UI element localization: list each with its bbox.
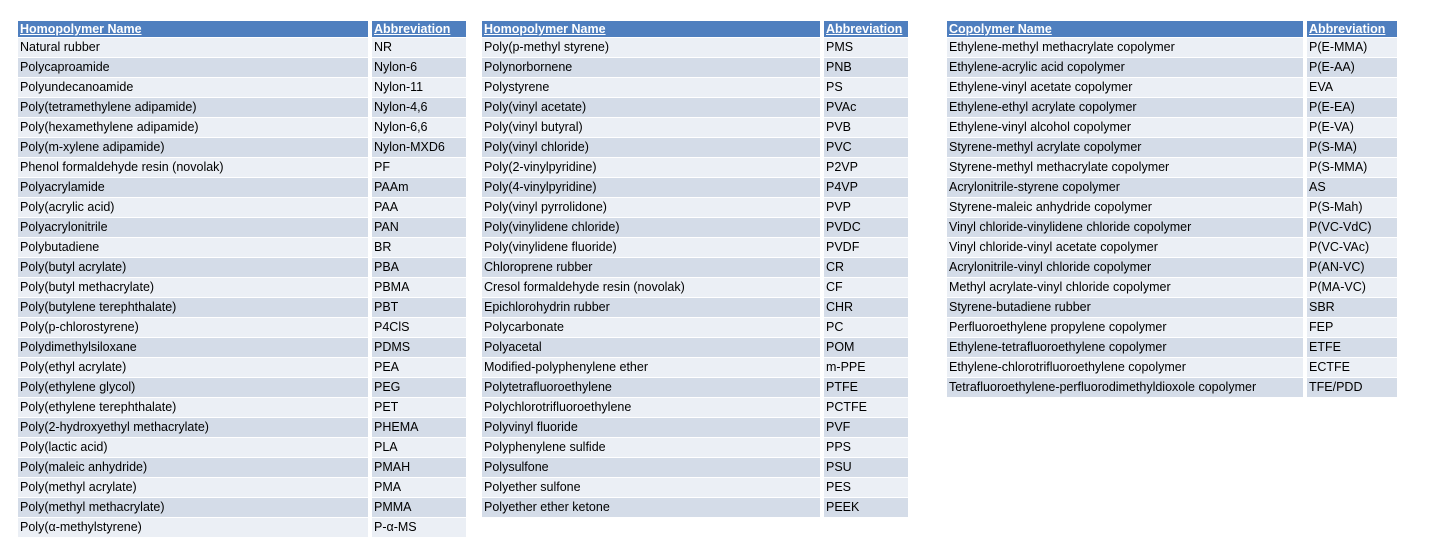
abbreviation-cell: P4ClS	[370, 318, 466, 338]
polymer-name-cell: Poly(α-methylstyrene)	[18, 518, 370, 537]
polymer-name-cell: Polystyrene	[482, 78, 822, 98]
abbreviation-cell: ECTFE	[1305, 358, 1397, 378]
table-row	[18, 438, 466, 458]
abbreviation-cell: PSU	[822, 458, 908, 478]
polymer-name-cell: Poly(p-methyl styrene)	[482, 38, 822, 58]
polymer-name-cell: Polyacetal	[482, 338, 822, 358]
polymer-name-cell: Styrene-methyl methacrylate copolymer	[947, 158, 1305, 178]
table-row	[18, 278, 466, 298]
table-row	[947, 78, 1397, 98]
polymer-name-cell: Styrene-butadiene rubber	[947, 298, 1305, 318]
abbreviation-cell: Nylon-11	[370, 78, 466, 98]
polymer-name-cell: Poly(vinylidene chloride)	[482, 218, 822, 238]
abbreviation-cell: CHR	[822, 298, 908, 318]
table-row	[947, 138, 1397, 158]
homopolymer-table-1	[18, 20, 466, 537]
table-row	[18, 58, 466, 78]
polymer-name-cell: Ethylene-acrylic acid copolymer	[947, 58, 1305, 78]
polymer-name-cell: Ethylene-vinyl acetate copolymer	[947, 78, 1305, 98]
table-row	[482, 498, 908, 518]
table-row	[482, 138, 908, 158]
table-row	[482, 198, 908, 218]
table-row	[947, 378, 1397, 398]
polymer-name-cell: Polysulfone	[482, 458, 822, 478]
column-header-name: Copolymer Name	[947, 21, 1305, 38]
abbreviation-cell: PBA	[370, 258, 466, 278]
table-row	[947, 98, 1397, 118]
polymer-name-cell: Vinyl chloride-vinylidene chloride copolymer	[947, 218, 1305, 238]
table-row	[947, 338, 1397, 358]
table-row	[947, 198, 1397, 218]
abbreviation-cell: ETFE	[1305, 338, 1397, 358]
table-row	[482, 218, 908, 238]
polymer-name-cell: Styrene-methyl acrylate copolymer	[947, 138, 1305, 158]
table-row	[947, 318, 1397, 338]
table-row	[18, 138, 466, 158]
table-row	[18, 218, 466, 238]
polymer-name-cell: Poly(butyl acrylate)	[18, 258, 370, 278]
polymer-name-cell: Polycaproamide	[18, 58, 370, 78]
abbreviation-cell: PVF	[822, 418, 908, 438]
polymer-name-cell: Poly(4-vinylpyridine)	[482, 178, 822, 198]
polymer-name-cell: Perfluoroethylene propylene copolymer	[947, 318, 1305, 338]
abbreviation-cell: Nylon-6,6	[370, 118, 466, 138]
polymer-name-cell: Ethylene-ethyl acrylate copolymer	[947, 98, 1305, 118]
abbreviation-cell: EVA	[1305, 78, 1397, 98]
table-row	[947, 278, 1397, 298]
polymer-name-cell: Poly(ethylene glycol)	[18, 378, 370, 398]
table-row	[18, 158, 466, 178]
table-row	[482, 118, 908, 138]
abbreviation-cell: PMA	[370, 478, 466, 498]
polymer-name-cell: Poly(vinyl acetate)	[482, 98, 822, 118]
abbreviation-cell: PVDC	[822, 218, 908, 238]
abbreviation-cell: PAN	[370, 218, 466, 238]
table-row	[18, 378, 466, 398]
polymer-name-cell: Poly(tetramethylene adipamide)	[18, 98, 370, 118]
abbreviation-cell: P(MA-VC)	[1305, 278, 1397, 298]
polymer-name-cell: Poly(m-xylene adipamide)	[18, 138, 370, 158]
polymer-name-cell: Epichlorohydrin rubber	[482, 298, 822, 318]
copolymer-table	[947, 20, 1397, 397]
table-row	[18, 38, 466, 58]
table-row	[482, 358, 908, 378]
table-row	[482, 38, 908, 58]
polymer-name-cell: Polynorbornene	[482, 58, 822, 78]
abbreviation-cell: P(E-AA)	[1305, 58, 1397, 78]
polymer-name-cell: Poly(acrylic acid)	[18, 198, 370, 218]
abbreviation-cell: PVB	[822, 118, 908, 138]
abbreviation-cell: AS	[1305, 178, 1397, 198]
abbreviation-cell: PEA	[370, 358, 466, 378]
abbreviation-cell: P(E-VA)	[1305, 118, 1397, 138]
polymer-name-cell: Ethylene-methyl methacrylate copolymer	[947, 38, 1305, 58]
polymer-name-cell: Polyacrylamide	[18, 178, 370, 198]
table-row	[18, 338, 466, 358]
abbreviation-cell: P(VC-VdC)	[1305, 218, 1397, 238]
abbreviation-cell: POM	[822, 338, 908, 358]
table-row	[482, 398, 908, 418]
abbreviation-cell: FEP	[1305, 318, 1397, 338]
table-row	[482, 178, 908, 198]
table-row	[947, 118, 1397, 138]
polymer-name-cell: Acrylonitrile-styrene copolymer	[947, 178, 1305, 198]
table-row	[482, 78, 908, 98]
polymer-name-cell: Polyether ether ketone	[482, 498, 822, 518]
table-row	[482, 278, 908, 298]
abbreviation-cell: P(E-EA)	[1305, 98, 1397, 118]
polymer-name-cell: Poly(hexamethylene adipamide)	[18, 118, 370, 138]
abbreviation-cell: PTFE	[822, 378, 908, 398]
table-row	[947, 298, 1397, 318]
abbreviation-cell: P-α-MS	[370, 518, 466, 537]
table-row	[947, 218, 1397, 238]
abbreviation-cell: TFE/PDD	[1305, 378, 1397, 398]
table-row	[18, 98, 466, 118]
table-header-row	[947, 21, 1397, 38]
table-row	[482, 378, 908, 398]
polymer-name-cell: Poly(lactic acid)	[18, 438, 370, 458]
homopolymer-table-2	[482, 20, 908, 517]
abbreviation-cell: PMMA	[370, 498, 466, 518]
table-row	[18, 298, 466, 318]
table-header-row	[482, 21, 908, 38]
column-header-abbreviation: Abbreviation	[1305, 21, 1397, 38]
column-header-abbreviation: Abbreviation	[822, 21, 908, 38]
abbreviation-cell: PBMA	[370, 278, 466, 298]
table-row	[18, 118, 466, 138]
column-header-name: Homopolymer Name	[18, 21, 370, 38]
table-row	[18, 258, 466, 278]
table-row	[482, 158, 908, 178]
abbreviation-cell: PCTFE	[822, 398, 908, 418]
table-row	[482, 318, 908, 338]
table-row	[947, 258, 1397, 278]
abbreviation-cell: PLA	[370, 438, 466, 458]
abbreviation-cell: PF	[370, 158, 466, 178]
abbreviation-cell: PVAc	[822, 98, 908, 118]
table-row	[482, 58, 908, 78]
abbreviation-cell: m-PPE	[822, 358, 908, 378]
polymer-name-cell: Chloroprene rubber	[482, 258, 822, 278]
table-row	[947, 178, 1397, 198]
abbreviation-cell: PVC	[822, 138, 908, 158]
polymer-name-cell: Polychlorotrifluoroethylene	[482, 398, 822, 418]
polymer-name-cell: Polybutadiene	[18, 238, 370, 258]
abbreviation-cell: PMAH	[370, 458, 466, 478]
polymer-name-cell: Poly(p-chlorostyrene)	[18, 318, 370, 338]
abbreviation-cell: SBR	[1305, 298, 1397, 318]
polymer-name-cell: Polytetrafluoroethylene	[482, 378, 822, 398]
abbreviation-cell: BR	[370, 238, 466, 258]
table-row	[18, 358, 466, 378]
abbreviation-cell: PS	[822, 78, 908, 98]
polymer-name-cell: Polyundecanoamide	[18, 78, 370, 98]
abbreviation-cell: Nylon-6	[370, 58, 466, 78]
polymer-name-cell: Polyether sulfone	[482, 478, 822, 498]
abbreviation-cell: PNB	[822, 58, 908, 78]
abbreviation-cell: P(AN-VC)	[1305, 258, 1397, 278]
table-row	[18, 238, 466, 258]
polymer-name-cell: Polydimethylsiloxane	[18, 338, 370, 358]
polymer-name-cell: Polyphenylene sulfide	[482, 438, 822, 458]
polymer-name-cell: Poly(vinyl chloride)	[482, 138, 822, 158]
table-row	[18, 458, 466, 478]
polymer-name-cell: Poly(ethyl acrylate)	[18, 358, 370, 378]
abbreviation-cell: PEEK	[822, 498, 908, 518]
polymer-name-cell: Poly(2-vinylpyridine)	[482, 158, 822, 178]
table-row	[18, 418, 466, 438]
table-row	[18, 318, 466, 338]
polymer-name-cell: Poly(vinyl butyral)	[482, 118, 822, 138]
polymer-name-cell: Tetrafluoroethylene-perfluorodimethyldioxole copolymer	[947, 378, 1305, 398]
polymer-name-cell: Poly(vinyl pyrrolidone)	[482, 198, 822, 218]
table-row	[482, 418, 908, 438]
polymer-name-cell: Polycarbonate	[482, 318, 822, 338]
polymer-name-cell: Poly(vinylidene fluoride)	[482, 238, 822, 258]
polymer-name-cell: Ethylene-vinyl alcohol copolymer	[947, 118, 1305, 138]
column-header-abbreviation: Abbreviation	[370, 21, 466, 38]
table-header-row	[18, 21, 466, 38]
polymer-name-cell: Methyl acrylate-vinyl chloride copolymer	[947, 278, 1305, 298]
abbreviation-cell: PVP	[822, 198, 908, 218]
table-row	[18, 198, 466, 218]
abbreviation-cell: PET	[370, 398, 466, 418]
abbreviation-cell: PVDF	[822, 238, 908, 258]
abbreviation-cell: PHEMA	[370, 418, 466, 438]
table-row	[18, 398, 466, 418]
table-row	[18, 518, 466, 537]
abbreviation-cell: P4VP	[822, 178, 908, 198]
table-row	[947, 38, 1397, 58]
table-row	[947, 238, 1397, 258]
column-header-name: Homopolymer Name	[482, 21, 822, 38]
abbreviation-cell: PMS	[822, 38, 908, 58]
polymer-name-cell: Natural rubber	[18, 38, 370, 58]
polymer-name-cell: Modified-polyphenylene ether	[482, 358, 822, 378]
polymer-name-cell: Poly(butyl methacrylate)	[18, 278, 370, 298]
table-row	[482, 238, 908, 258]
table-row	[482, 298, 908, 318]
table-row	[18, 498, 466, 518]
abbreviation-cell: P(VC-VAc)	[1305, 238, 1397, 258]
abbreviation-cell: PBT	[370, 298, 466, 318]
abbreviation-cell: P(S-Mah)	[1305, 198, 1397, 218]
table-row	[482, 338, 908, 358]
polymer-name-cell: Poly(maleic anhydride)	[18, 458, 370, 478]
abbreviation-cell: Nylon-MXD6	[370, 138, 466, 158]
table-row	[482, 258, 908, 278]
table-row	[482, 98, 908, 118]
abbreviation-cell: PAA	[370, 198, 466, 218]
abbreviation-cell: CF	[822, 278, 908, 298]
abbreviation-cell: PC	[822, 318, 908, 338]
abbreviation-cell: CR	[822, 258, 908, 278]
polymer-name-cell: Ethylene-tetrafluoroethylene copolymer	[947, 338, 1305, 358]
abbreviation-cell: P(E-MMA)	[1305, 38, 1397, 58]
table-row	[18, 478, 466, 498]
abbreviation-cell: Nylon-4,6	[370, 98, 466, 118]
polymer-name-cell: Poly(methyl methacrylate)	[18, 498, 370, 518]
table-row	[482, 438, 908, 458]
polymer-name-cell: Styrene-maleic anhydride copolymer	[947, 198, 1305, 218]
abbreviation-cell: P(S-MMA)	[1305, 158, 1397, 178]
abbreviation-cell: NR	[370, 38, 466, 58]
polymer-name-cell: Polyvinyl fluoride	[482, 418, 822, 438]
polymer-name-cell: Cresol formaldehyde resin (novolak)	[482, 278, 822, 298]
abbreviation-cell: PEG	[370, 378, 466, 398]
polymer-name-cell: Ethylene-chlorotrifluoroethylene copolymer	[947, 358, 1305, 378]
polymer-name-cell: Acrylonitrile-vinyl chloride copolymer	[947, 258, 1305, 278]
polymer-name-cell: Poly(methyl acrylate)	[18, 478, 370, 498]
table-row	[947, 358, 1397, 378]
abbreviation-cell: P(S-MA)	[1305, 138, 1397, 158]
abbreviation-cell: PDMS	[370, 338, 466, 358]
polymer-name-cell: Poly(2-hydroxyethyl methacrylate)	[18, 418, 370, 438]
polymer-name-cell: Polyacrylonitrile	[18, 218, 370, 238]
abbreviation-cell: P2VP	[822, 158, 908, 178]
table-row	[18, 78, 466, 98]
abbreviation-cell: PPS	[822, 438, 908, 458]
polymer-name-cell: Phenol formaldehyde resin (novolak)	[18, 158, 370, 178]
table-row	[482, 478, 908, 498]
table-row	[482, 458, 908, 478]
polymer-name-cell: Poly(butylene terephthalate)	[18, 298, 370, 318]
table-row	[18, 178, 466, 198]
abbreviation-cell: PAAm	[370, 178, 466, 198]
table-row	[947, 158, 1397, 178]
table-row	[947, 58, 1397, 78]
abbreviation-cell: PES	[822, 478, 908, 498]
polymer-name-cell: Vinyl chloride-vinyl acetate copolymer	[947, 238, 1305, 258]
polymer-name-cell: Poly(ethylene terephthalate)	[18, 398, 370, 418]
